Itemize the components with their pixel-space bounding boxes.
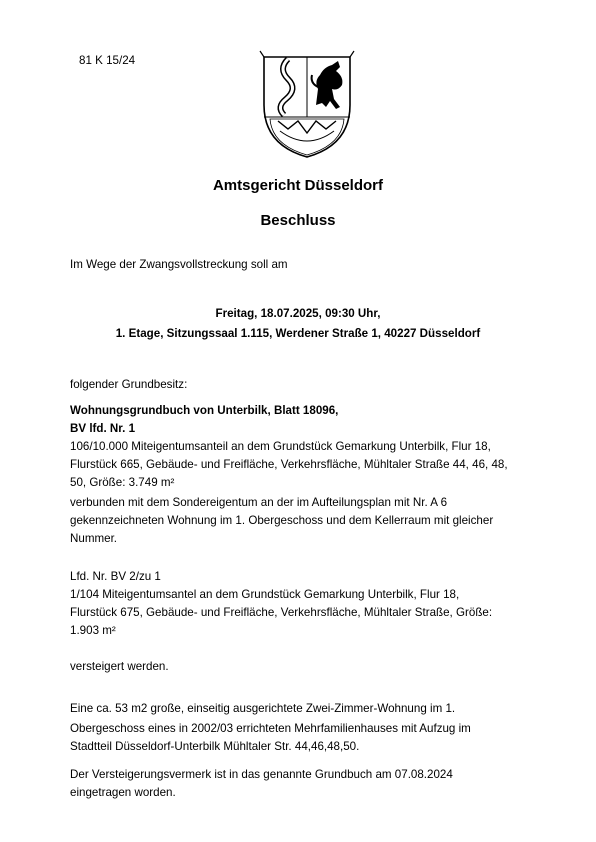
bv2-line: 1.903 m² — [70, 624, 116, 637]
court-name: Amtsgericht Düsseldorf — [212, 177, 384, 194]
registration-line: eingetragen worden. — [70, 786, 176, 799]
bv2-label: Lfd. Nr. BV 2/zu 1 — [70, 570, 161, 583]
bv1-line: 106/10.000 Miteigentumsanteil an dem Grundstück Gemarkung Unterbilk, Flur 18, — [70, 440, 491, 453]
auction-phrase: versteigert werden. — [70, 660, 169, 673]
bv1-label: BV lfd. Nr. 1 — [70, 422, 136, 435]
bv2-line: 1/104 Miteigentumsantel an dem Grundstück Gemarkung Unterbilk, Flur 18, — [70, 588, 460, 601]
bv1-line: Flurstück 665, Gebäude- und Freifläche, Verkehrsfläche, Mühltaler Straße 44, 46, 48, — [70, 458, 508, 471]
bv1-line: 50, Größe: 3.749 m² — [70, 476, 175, 489]
description-line: Obergeschoss eines in 2002/03 errichteten Mehrfamilienhauses mit Aufzug im — [70, 722, 471, 735]
registration-line: Der Versteigerungsvermerk ist in das genannte Grundbuch am 07.08.2024 — [70, 768, 453, 781]
bv1-line: gekennzeichneten Wohnung im 1. Obergeschoss und dem Kellerraum mit gleicher — [70, 514, 494, 527]
file-number: 81 K 15/24 — [79, 54, 136, 67]
bv2-line: Flurstück 675, Gebäude- und Freifläche, Verkehrsfläche, Mühltaler Straße, Größe: — [70, 606, 493, 619]
auction-date: Freitag, 18.07.2025, 09:30 Uhr, — [215, 307, 381, 320]
document-title: Beschluss — [260, 212, 336, 229]
auction-location: 1. Etage, Sitzungssaal 1.115, Werdener Straße 1, 40227 Düsseldorf — [115, 327, 481, 340]
intro-text: Im Wege der Zwangsvollstreckung soll am — [70, 258, 288, 271]
property-intro: folgender Grundbesitz: — [70, 378, 188, 391]
land-register-heading: Wohnungsgrundbuch von Unterbilk, Blatt 18096, — [70, 404, 339, 417]
description-line: Stadtteil Düsseldorf-Unterbilk Mühltaler Str. 44,46,48,50. — [70, 740, 360, 753]
description-line: Eine ca. 53 m2 große, einseitig ausgerichtete Zwei-Zimmer-Wohnung im 1. — [70, 702, 456, 715]
bv1-line: Nummer. — [70, 532, 118, 545]
nrw-coat-of-arms-icon — [258, 47, 356, 159]
bv1-line: verbunden mit dem Sondereigentum an der im Aufteilungsplan mit Nr. A 6 — [70, 496, 448, 509]
